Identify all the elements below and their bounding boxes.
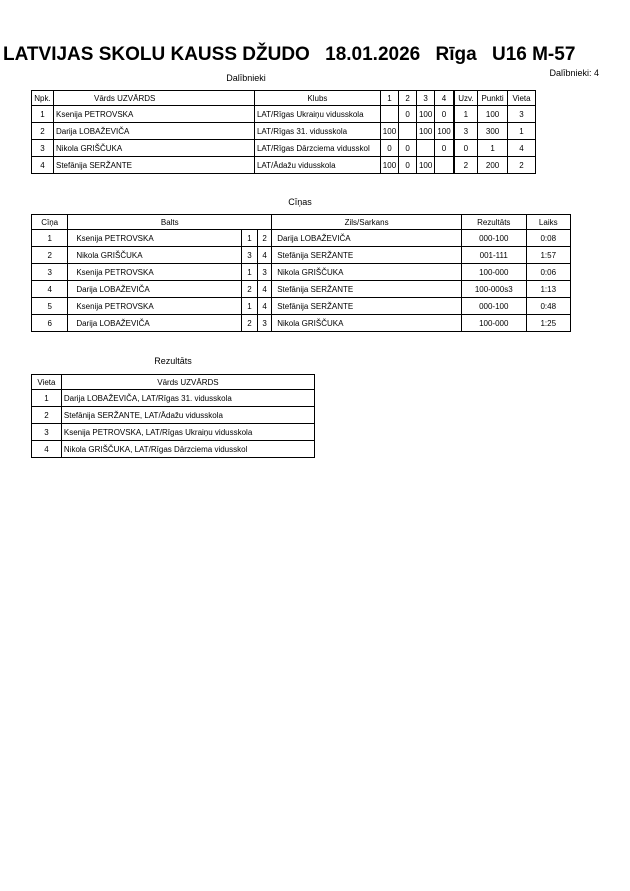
cell-athlete: Ksenija PETROVSKA, LAT/Rīgas Ukraiņu vidusskola <box>61 424 314 441</box>
cell-score <box>380 106 398 123</box>
cell-club: LAT/Rīgas Ukraiņu vidusskola <box>254 106 380 123</box>
cell-blue: Darija LOBAŽEVIČA <box>272 230 462 247</box>
cell-club: LAT/Ādažu vidusskola <box>254 157 380 174</box>
cell-score: 0 <box>435 140 454 157</box>
cell-time: 1:13 <box>526 281 570 298</box>
col-athlete: Vārds UZVĀRDS <box>61 375 314 390</box>
cell-athlete: Darija LOBAŽEVIČA, LAT/Rīgas 31. vidusskola <box>61 390 314 407</box>
cell-fight-no: 4 <box>32 281 68 298</box>
col-place: Vieta <box>508 91 536 106</box>
cell-rank: 1 <box>32 390 62 407</box>
cell-blue-no: 2 <box>258 230 272 247</box>
cell-fight-no: 1 <box>32 230 68 247</box>
cell-white: Ksenija PETROVSKA <box>68 230 242 247</box>
cell-score: 0 <box>399 140 417 157</box>
col-opp-2: 2 <box>399 91 417 106</box>
cell-npk: 4 <box>32 157 54 174</box>
cell-name: Nikola GRIŠČUKA <box>53 140 254 157</box>
cell-fight-no: 6 <box>32 315 68 332</box>
cell-place: 3 <box>508 106 536 123</box>
fights-table <box>31 214 571 332</box>
col-club: Klubs <box>254 91 380 106</box>
cell-blue-no: 4 <box>258 298 272 315</box>
cell-fight-no: 3 <box>32 264 68 281</box>
cell-club: LAT/Rīgas Dārzciema vidusskol <box>254 140 380 157</box>
cell-athlete: Nikola GRIŠČUKA, LAT/Rīgas Dārzciema vidusskol <box>61 441 314 458</box>
cell-blue-no: 3 <box>258 264 272 281</box>
cell-name: Stefānija SERŽANTE <box>53 157 254 174</box>
cell-result: 000-100 <box>461 298 526 315</box>
participant-row <box>32 157 536 174</box>
cell-club: LAT/Rīgas 31. vidusskola <box>254 123 380 140</box>
cell-npk: 3 <box>32 140 54 157</box>
result-row <box>32 390 315 407</box>
cell-points: 300 <box>478 123 508 140</box>
cell-blue: Nikola GRIŠČUKA <box>272 264 462 281</box>
cell-blue: Nikola GRIŠČUKA <box>272 315 462 332</box>
cell-score <box>399 123 417 140</box>
cell-fight-no: 5 <box>32 298 68 315</box>
col-fight: Cīņa <box>32 215 68 230</box>
cell-time: 0:06 <box>526 264 570 281</box>
page-title <box>3 44 630 66</box>
result-row <box>32 441 315 458</box>
cell-score: 100 <box>416 157 434 174</box>
cell-score: 100 <box>380 157 398 174</box>
col-opp-1: 1 <box>380 91 398 106</box>
cell-wins: 0 <box>454 140 478 157</box>
cell-result: 100-000 <box>461 264 526 281</box>
cell-result: 000-100 <box>461 230 526 247</box>
cell-score: 100 <box>416 123 434 140</box>
cell-name: Darija LOBAŽEVIČA <box>53 123 254 140</box>
cell-time: 0:08 <box>526 230 570 247</box>
cell-white-no: 1 <box>241 298 257 315</box>
participant-row <box>32 106 536 123</box>
fights-title: Cīņas <box>288 197 312 207</box>
cell-points: 100 <box>478 106 508 123</box>
cell-time: 1:25 <box>526 315 570 332</box>
cell-place: 2 <box>508 157 536 174</box>
cell-blue-no: 4 <box>258 281 272 298</box>
participants-title: Dalībnieki <box>226 73 266 83</box>
cell-white-no: 1 <box>241 264 257 281</box>
cell-time: 0:48 <box>526 298 570 315</box>
cell-wins: 2 <box>454 157 478 174</box>
cell-white-no: 3 <box>241 247 257 264</box>
cell-name: Ksenija PETROVSKA <box>53 106 254 123</box>
cell-white: Darija LOBAŽEVIČA <box>68 281 242 298</box>
fight-row <box>32 281 571 298</box>
col-wins: Uzv. <box>454 91 478 106</box>
cell-white-no: 1 <box>241 230 257 247</box>
fight-row <box>32 315 571 332</box>
cell-score: 0 <box>399 157 417 174</box>
participants-table <box>31 90 536 174</box>
col-opp-3: 3 <box>416 91 434 106</box>
cell-result: 100-000 <box>461 315 526 332</box>
cell-blue: Stefānija SERŽANTE <box>272 298 462 315</box>
col-name: Vārds UZVĀRDS <box>53 91 254 106</box>
fight-row <box>32 264 571 281</box>
cell-score <box>416 140 434 157</box>
cell-result: 001-111 <box>461 247 526 264</box>
col-rank: Vieta <box>32 375 62 390</box>
fight-row <box>32 230 571 247</box>
event-date: 18.01.2026 <box>325 44 421 65</box>
fight-row <box>32 247 571 264</box>
col-time: Laiks <box>526 215 570 230</box>
cell-blue-no: 4 <box>258 247 272 264</box>
cell-score: 100 <box>380 123 398 140</box>
cell-rank: 2 <box>32 407 62 424</box>
col-white: Balts <box>68 215 272 230</box>
cell-blue: Stefānija SERŽANTE <box>272 247 462 264</box>
cell-score: 100 <box>435 123 454 140</box>
cell-score: 0 <box>380 140 398 157</box>
participant-row <box>32 123 536 140</box>
cell-place: 1 <box>508 123 536 140</box>
col-opp-4: 4 <box>435 91 454 106</box>
cell-blue: Stefānija SERŽANTE <box>272 281 462 298</box>
cell-white-no: 2 <box>241 281 257 298</box>
fight-row <box>32 298 571 315</box>
cell-white: Ksenija PETROVSKA <box>68 264 242 281</box>
col-blue: Zils/Sarkans <box>272 215 462 230</box>
event-name: LATVIJAS SKOLU KAUSS DŽUDO <box>3 44 310 65</box>
cell-points: 1 <box>478 140 508 157</box>
cell-npk: 2 <box>32 123 54 140</box>
results-table <box>31 374 315 458</box>
results-title: Rezultāts <box>154 356 192 366</box>
participant-row <box>32 140 536 157</box>
cell-white: Ksenija PETROVSKA <box>68 298 242 315</box>
event-category: U16 M-57 <box>491 44 576 65</box>
cell-white: Nikola GRIŠČUKA <box>68 247 242 264</box>
cell-score: 0 <box>399 106 417 123</box>
cell-score <box>435 157 454 174</box>
cell-npk: 1 <box>32 106 54 123</box>
cell-white: Darija LOBAŽEVIČA <box>68 315 242 332</box>
cell-score: 0 <box>435 106 454 123</box>
cell-wins: 3 <box>454 123 478 140</box>
col-result: Rezultāts <box>461 215 526 230</box>
participants-header-row <box>32 91 536 106</box>
cell-rank: 3 <box>32 424 62 441</box>
result-row <box>32 407 315 424</box>
participants-count: Dalībnieki: 4 <box>549 68 599 78</box>
cell-time: 1:57 <box>526 247 570 264</box>
cell-score: 100 <box>416 106 434 123</box>
event-city: Rīga <box>435 44 477 65</box>
cell-result: 100-000s3 <box>461 281 526 298</box>
cell-wins: 1 <box>454 106 478 123</box>
fights-header-row <box>32 215 571 230</box>
cell-athlete: Stefānija SERŽANTE, LAT/Ādažu vidusskola <box>61 407 314 424</box>
col-points: Punkti <box>478 91 508 106</box>
cell-white-no: 2 <box>241 315 257 332</box>
cell-points: 200 <box>478 157 508 174</box>
cell-blue-no: 3 <box>258 315 272 332</box>
result-row <box>32 424 315 441</box>
cell-rank: 4 <box>32 441 62 458</box>
cell-place: 4 <box>508 140 536 157</box>
results-header-row <box>32 375 315 390</box>
cell-fight-no: 2 <box>32 247 68 264</box>
col-npk: Npk. <box>32 91 54 106</box>
